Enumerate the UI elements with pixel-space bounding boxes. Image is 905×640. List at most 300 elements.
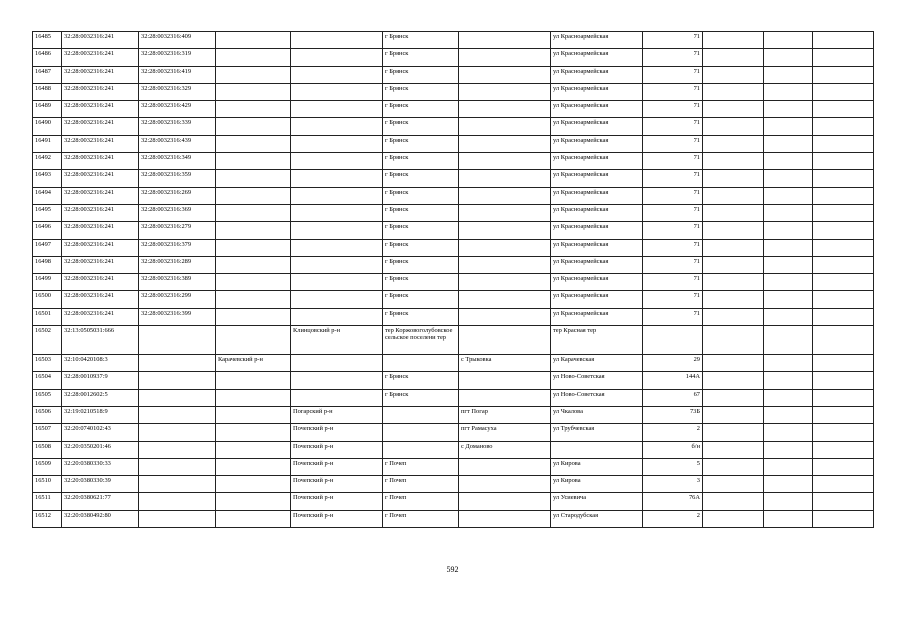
cell-extra-1	[703, 441, 764, 458]
cell-cadastral-number: 32:28:0032316:241	[62, 204, 139, 221]
cell-settlement	[459, 458, 551, 475]
cell-district-2	[291, 66, 383, 83]
cell-extra-2	[764, 204, 813, 221]
cell-street: тер Красная тер	[551, 326, 643, 355]
cell-extra-2	[764, 308, 813, 325]
table-row	[33, 458, 874, 475]
cell-extra-3	[813, 187, 874, 204]
cell-cadastral-number: 32:20:0380492:80	[62, 510, 139, 527]
cell-extra-3	[813, 308, 874, 325]
cell-extra-3	[813, 355, 874, 372]
cell-extra-1	[703, 274, 764, 291]
page-number: 592	[446, 565, 459, 574]
cell-district-2	[291, 389, 383, 406]
cell-extra-3	[813, 222, 874, 239]
table-row	[33, 476, 874, 493]
cell-settlement	[459, 66, 551, 83]
table-row	[33, 424, 874, 441]
cell-street: ул Красноармейская	[551, 274, 643, 291]
cell-object-number	[139, 389, 216, 406]
cell-object-number	[139, 326, 216, 355]
registry-body	[33, 32, 874, 528]
cell-street: ул Красноармейская	[551, 239, 643, 256]
cell-object-number	[139, 441, 216, 458]
cell-cadastral-number: 32:28:0032316:241	[62, 66, 139, 83]
cell-settlement	[459, 170, 551, 187]
cell-city: г Брянск	[383, 204, 459, 221]
cell-district-1	[216, 424, 291, 441]
cell-settlement	[459, 493, 551, 510]
cell-house-number: 71	[643, 239, 703, 256]
cell-street: ул Красноармейская	[551, 256, 643, 273]
cell-city: г Брянск	[383, 274, 459, 291]
cell-row-number: 16500	[33, 291, 62, 308]
cell-settlement	[459, 372, 551, 389]
cell-extra-3	[813, 476, 874, 493]
cell-house-number: 71	[643, 222, 703, 239]
table-row	[33, 187, 874, 204]
cell-object-number: 32:28:0032316:409	[139, 32, 216, 49]
cell-house-number: 71	[643, 308, 703, 325]
table-row	[33, 101, 874, 118]
cell-district-1	[216, 389, 291, 406]
cell-street: ул Красноармейская	[551, 32, 643, 49]
cell-extra-3	[813, 83, 874, 100]
cell-row-number: 16498	[33, 256, 62, 273]
cell-district-1: Карачевский р-н	[216, 355, 291, 372]
cell-row-number: 16485	[33, 32, 62, 49]
cell-extra-2	[764, 326, 813, 355]
table-row	[33, 32, 874, 49]
table-row	[33, 135, 874, 152]
cell-extra-3	[813, 153, 874, 170]
cell-object-number	[139, 458, 216, 475]
cell-street: ул Красноармейская	[551, 49, 643, 66]
cell-row-number: 16502	[33, 326, 62, 355]
cell-extra-2	[764, 406, 813, 423]
cell-district-2: Почепский р-н	[291, 458, 383, 475]
cell-settlement	[459, 256, 551, 273]
cell-object-number: 32:28:0032316:429	[139, 101, 216, 118]
cell-street: ул Красноармейская	[551, 83, 643, 100]
cell-extra-2	[764, 101, 813, 118]
cell-row-number: 16487	[33, 66, 62, 83]
cell-extra-2	[764, 239, 813, 256]
cell-house-number: 144А	[643, 372, 703, 389]
cell-district-2	[291, 170, 383, 187]
cell-object-number: 32:28:0032316:439	[139, 135, 216, 152]
cell-settlement	[459, 274, 551, 291]
cell-extra-2	[764, 372, 813, 389]
cell-object-number: 32:28:0032316:299	[139, 291, 216, 308]
cell-city: г Брянск	[383, 389, 459, 406]
cell-house-number: 2	[643, 510, 703, 527]
cell-row-number: 16496	[33, 222, 62, 239]
cell-house-number: 3	[643, 476, 703, 493]
cell-district-2: Почепский р-н	[291, 476, 383, 493]
cell-object-number	[139, 355, 216, 372]
cell-street: ул Стародубская	[551, 510, 643, 527]
cell-row-number: 16494	[33, 187, 62, 204]
cell-house-number: 29	[643, 355, 703, 372]
cell-street: ул Красноармейская	[551, 153, 643, 170]
cell-settlement: пгт Рамасуха	[459, 424, 551, 441]
cell-extra-2	[764, 135, 813, 152]
cell-cadastral-number: 32:28:0032316:241	[62, 83, 139, 100]
cell-house-number: 67	[643, 389, 703, 406]
cell-cadastral-number: 32:20:0740102:43	[62, 424, 139, 441]
cell-street: ул Красноармейская	[551, 291, 643, 308]
cell-district-2	[291, 239, 383, 256]
cell-row-number: 16509	[33, 458, 62, 475]
cell-cadastral-number: 32:28:0032316:241	[62, 256, 139, 273]
table-row	[33, 239, 874, 256]
cell-house-number: 71	[643, 291, 703, 308]
cell-city: г Брянск	[383, 66, 459, 83]
table-row	[33, 441, 874, 458]
cell-district-2	[291, 204, 383, 221]
cell-city: г Брянск	[383, 291, 459, 308]
cell-extra-1	[703, 170, 764, 187]
cell-object-number: 32:28:0032316:329	[139, 83, 216, 100]
cell-extra-3	[813, 32, 874, 49]
cell-row-number: 16510	[33, 476, 62, 493]
cell-house-number: 71	[643, 135, 703, 152]
cell-extra-3	[813, 274, 874, 291]
cell-city: г Брянск	[383, 32, 459, 49]
cell-row-number: 16499	[33, 274, 62, 291]
cell-extra-1	[703, 135, 764, 152]
cell-extra-1	[703, 49, 764, 66]
cell-extra-3	[813, 101, 874, 118]
cell-extra-2	[764, 458, 813, 475]
cell-extra-2	[764, 32, 813, 49]
cell-settlement	[459, 101, 551, 118]
cell-city	[383, 355, 459, 372]
cell-extra-2	[764, 187, 813, 204]
cell-extra-3	[813, 204, 874, 221]
cell-house-number: 71	[643, 118, 703, 135]
table-row	[33, 406, 874, 423]
cell-extra-3	[813, 389, 874, 406]
cell-extra-2	[764, 274, 813, 291]
cell-city: г Брянск	[383, 372, 459, 389]
cell-settlement	[459, 291, 551, 308]
table-row	[33, 326, 874, 355]
cell-cadastral-number: 32:20:0350201:46	[62, 441, 139, 458]
cell-house-number: 71	[643, 49, 703, 66]
cell-extra-1	[703, 239, 764, 256]
cell-extra-1	[703, 66, 764, 83]
cell-cadastral-number: 32:28:0032316:241	[62, 274, 139, 291]
cell-object-number: 32:28:0032316:339	[139, 118, 216, 135]
cell-street: ул Трубчевская	[551, 424, 643, 441]
cell-object-number	[139, 406, 216, 423]
cell-house-number: 71	[643, 153, 703, 170]
cell-city: г Брянск	[383, 308, 459, 325]
cell-cadastral-number: 32:13:0505031:666	[62, 326, 139, 355]
cell-row-number: 16491	[33, 135, 62, 152]
cell-settlement	[459, 308, 551, 325]
cell-street: ул Красноармейская	[551, 308, 643, 325]
cell-house-number: 2	[643, 424, 703, 441]
cell-district-1	[216, 406, 291, 423]
cell-district-2	[291, 153, 383, 170]
cell-extra-2	[764, 49, 813, 66]
cell-city: г Брянск	[383, 239, 459, 256]
cell-extra-1	[703, 424, 764, 441]
cell-city: г Брянск	[383, 153, 459, 170]
cell-district-2	[291, 118, 383, 135]
cell-city: г Брянск	[383, 101, 459, 118]
cell-object-number	[139, 372, 216, 389]
cell-street	[551, 441, 643, 458]
cell-district-2: Почепский р-н	[291, 510, 383, 527]
cell-row-number: 16493	[33, 170, 62, 187]
table-row	[33, 308, 874, 325]
cell-extra-3	[813, 239, 874, 256]
cell-object-number: 32:28:0032316:399	[139, 308, 216, 325]
cell-district-1	[216, 222, 291, 239]
cell-extra-3	[813, 66, 874, 83]
cell-city: г Брянск	[383, 256, 459, 273]
cell-house-number	[643, 326, 703, 355]
cell-house-number: 71	[643, 101, 703, 118]
cell-object-number: 32:28:0032316:289	[139, 256, 216, 273]
cell-object-number: 32:28:0032316:419	[139, 66, 216, 83]
cell-object-number	[139, 424, 216, 441]
cell-city: г Почеп	[383, 493, 459, 510]
cell-cadastral-number: 32:28:0010937:9	[62, 372, 139, 389]
cell-settlement: пгт Погар	[459, 406, 551, 423]
registry-table	[32, 31, 874, 528]
cell-street: ул Кирова	[551, 458, 643, 475]
cell-city: г Брянск	[383, 187, 459, 204]
table-row	[33, 256, 874, 273]
cell-district-2: Почепский р-н	[291, 493, 383, 510]
cell-extra-1	[703, 118, 764, 135]
cell-house-number: 71	[643, 66, 703, 83]
cell-extra-1	[703, 153, 764, 170]
cell-extra-1	[703, 372, 764, 389]
cell-object-number	[139, 476, 216, 493]
cell-extra-1	[703, 476, 764, 493]
cell-cadastral-number: 32:28:0032316:241	[62, 222, 139, 239]
cell-house-number: 71	[643, 83, 703, 100]
cell-cadastral-number: 32:20:0380330:39	[62, 476, 139, 493]
cell-cadastral-number: 32:28:0032316:241	[62, 135, 139, 152]
cell-street: ул Ново-Советская	[551, 372, 643, 389]
cell-cadastral-number: 32:28:0032316:241	[62, 118, 139, 135]
cell-city	[383, 406, 459, 423]
cell-settlement	[459, 204, 551, 221]
cell-row-number: 16489	[33, 101, 62, 118]
cell-district-2	[291, 32, 383, 49]
cell-extra-3	[813, 406, 874, 423]
cell-row-number: 16497	[33, 239, 62, 256]
cell-house-number: 5	[643, 458, 703, 475]
table-row	[33, 83, 874, 100]
cell-extra-3	[813, 49, 874, 66]
cell-row-number: 16511	[33, 493, 62, 510]
cell-row-number: 16508	[33, 441, 62, 458]
cell-cadastral-number: 32:28:0032316:241	[62, 291, 139, 308]
cell-extra-3	[813, 493, 874, 510]
cell-cadastral-number: 32:28:0032316:241	[62, 32, 139, 49]
cell-house-number: 71	[643, 274, 703, 291]
table-row	[33, 170, 874, 187]
cell-extra-1	[703, 308, 764, 325]
cell-object-number: 32:28:0032316:389	[139, 274, 216, 291]
cell-extra-2	[764, 153, 813, 170]
cell-settlement: с Трыковка	[459, 355, 551, 372]
cell-extra-1	[703, 204, 764, 221]
cell-district-2	[291, 135, 383, 152]
cell-city: г Брянск	[383, 83, 459, 100]
cell-extra-1	[703, 355, 764, 372]
cell-extra-2	[764, 510, 813, 527]
cell-settlement	[459, 118, 551, 135]
cell-district-1	[216, 493, 291, 510]
cell-house-number: 76А	[643, 493, 703, 510]
cell-district-2	[291, 83, 383, 100]
cell-object-number	[139, 493, 216, 510]
cell-extra-2	[764, 355, 813, 372]
cell-city: г Брянск	[383, 135, 459, 152]
cell-street: ул Красноармейская	[551, 118, 643, 135]
cell-row-number: 16505	[33, 389, 62, 406]
cell-extra-2	[764, 83, 813, 100]
cell-object-number: 32:28:0032316:369	[139, 204, 216, 221]
table-row	[33, 274, 874, 291]
cell-extra-1	[703, 101, 764, 118]
cell-district-1	[216, 170, 291, 187]
cell-extra-3	[813, 424, 874, 441]
cell-district-2: Клинцовский р-н	[291, 326, 383, 355]
cell-extra-1	[703, 83, 764, 100]
cell-street: ул Карачевская	[551, 355, 643, 372]
cell-district-1	[216, 372, 291, 389]
table-row	[33, 153, 874, 170]
cell-row-number: 16486	[33, 49, 62, 66]
cell-house-number: 71	[643, 170, 703, 187]
cell-house-number: 71	[643, 32, 703, 49]
cell-house-number: 73Б	[643, 406, 703, 423]
cell-cadastral-number: 32:10:0420108:3	[62, 355, 139, 372]
cell-city: г Почеп	[383, 458, 459, 475]
cell-district-1	[216, 118, 291, 135]
cell-district-2	[291, 49, 383, 66]
cell-district-1	[216, 66, 291, 83]
cell-object-number: 32:28:0032316:319	[139, 49, 216, 66]
cell-object-number: 32:28:0032316:349	[139, 153, 216, 170]
cell-row-number: 16506	[33, 406, 62, 423]
cell-district-1	[216, 458, 291, 475]
cell-extra-3	[813, 291, 874, 308]
cell-settlement	[459, 49, 551, 66]
cell-city: тер Коржовоголубовское сельское поселени тер	[383, 326, 459, 355]
cell-extra-1	[703, 510, 764, 527]
cell-street: ул Красноармейская	[551, 187, 643, 204]
cell-extra-3	[813, 135, 874, 152]
cell-district-1	[216, 510, 291, 527]
cell-extra-2	[764, 170, 813, 187]
table-row	[33, 49, 874, 66]
cell-district-2	[291, 355, 383, 372]
cell-district-2	[291, 187, 383, 204]
cell-extra-2	[764, 476, 813, 493]
cell-extra-1	[703, 326, 764, 355]
cell-house-number: 71	[643, 187, 703, 204]
cell-cadastral-number: 32:28:0032316:241	[62, 101, 139, 118]
cell-cadastral-number: 32:28:0032316:241	[62, 187, 139, 204]
cell-district-2: Почепский р-н	[291, 441, 383, 458]
cell-extra-2	[764, 389, 813, 406]
cell-district-1	[216, 204, 291, 221]
table-row	[33, 118, 874, 135]
cell-extra-2	[764, 66, 813, 83]
cell-extra-2	[764, 222, 813, 239]
cell-row-number: 16504	[33, 372, 62, 389]
cell-settlement	[459, 153, 551, 170]
table-row	[33, 493, 874, 510]
cell-extra-2	[764, 256, 813, 273]
cell-street: ул Чкалова	[551, 406, 643, 423]
cell-cadastral-number: 32:28:0032316:241	[62, 239, 139, 256]
cell-city: г Брянск	[383, 118, 459, 135]
cell-district-2	[291, 274, 383, 291]
cell-street: ул Красноармейская	[551, 66, 643, 83]
cell-row-number: 16495	[33, 204, 62, 221]
cell-extra-2	[764, 424, 813, 441]
cell-extra-3	[813, 118, 874, 135]
cell-district-1	[216, 101, 291, 118]
cell-extra-1	[703, 291, 764, 308]
cell-extra-1	[703, 187, 764, 204]
cell-street: ул Красноармейская	[551, 101, 643, 118]
table-row	[33, 291, 874, 308]
cell-street: ул Красноармейская	[551, 170, 643, 187]
table-row	[33, 355, 874, 372]
cell-district-1	[216, 274, 291, 291]
cell-row-number: 16501	[33, 308, 62, 325]
cell-city	[383, 441, 459, 458]
cell-extra-3	[813, 441, 874, 458]
cell-cadastral-number: 32:20:0380621:77	[62, 493, 139, 510]
cell-house-number: б/н	[643, 441, 703, 458]
cell-district-1	[216, 256, 291, 273]
cell-settlement	[459, 476, 551, 493]
cell-object-number: 32:28:0032316:279	[139, 222, 216, 239]
cell-settlement	[459, 222, 551, 239]
cell-extra-3	[813, 326, 874, 355]
cell-district-1	[216, 49, 291, 66]
cell-city: г Брянск	[383, 49, 459, 66]
cell-street: ул Усиевича	[551, 493, 643, 510]
table-row	[33, 222, 874, 239]
cell-district-2	[291, 101, 383, 118]
cell-extra-2	[764, 291, 813, 308]
cell-row-number: 16503	[33, 355, 62, 372]
cell-district-1	[216, 135, 291, 152]
cell-extra-1	[703, 32, 764, 49]
cell-settlement: с Доманово	[459, 441, 551, 458]
cell-row-number: 16490	[33, 118, 62, 135]
table-row	[33, 66, 874, 83]
cell-row-number: 16512	[33, 510, 62, 527]
cell-extra-2	[764, 493, 813, 510]
table-row	[33, 372, 874, 389]
